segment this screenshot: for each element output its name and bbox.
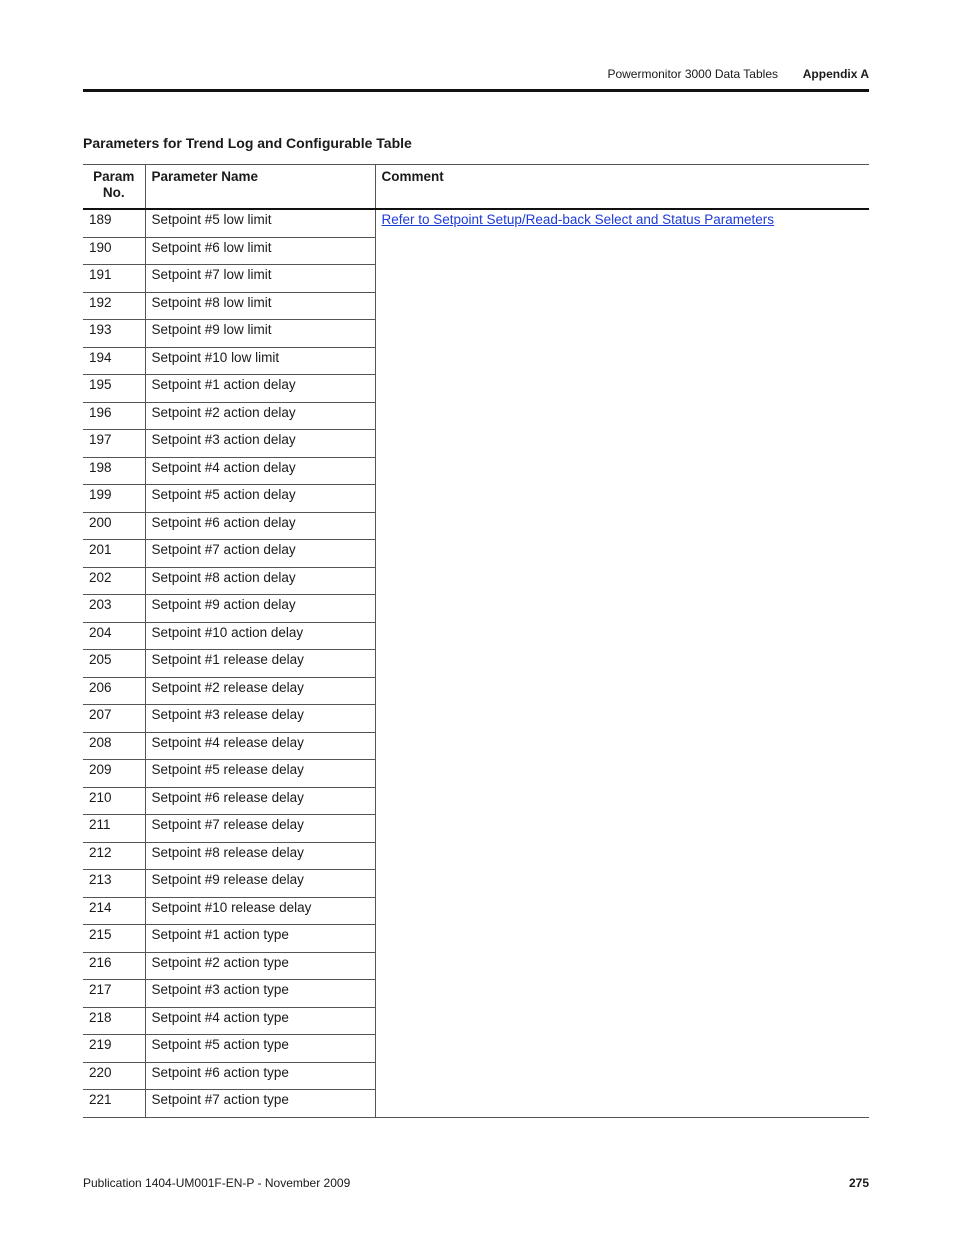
param-number-cell: 200 xyxy=(83,512,145,540)
param-name-cell: Setpoint #5 release delay xyxy=(145,760,375,788)
param-number-cell: 215 xyxy=(83,925,145,953)
param-name-cell: Setpoint #9 release delay xyxy=(145,870,375,898)
param-number-cell: 219 xyxy=(83,1035,145,1063)
param-number-cell: 207 xyxy=(83,705,145,733)
header-rule xyxy=(83,89,869,92)
param-number-cell: 190 xyxy=(83,237,145,265)
param-number-cell: 189 xyxy=(83,209,145,237)
param-name-cell: Setpoint #2 action delay xyxy=(145,402,375,430)
param-number-cell: 217 xyxy=(83,980,145,1008)
param-number-cell: 211 xyxy=(83,815,145,843)
param-name-cell: Setpoint #8 low limit xyxy=(145,292,375,320)
param-number-cell: 206 xyxy=(83,677,145,705)
param-number-cell: 216 xyxy=(83,952,145,980)
param-number-cell: 195 xyxy=(83,375,145,403)
param-name-cell: Setpoint #7 action type xyxy=(145,1090,375,1118)
param-number-cell: 204 xyxy=(83,622,145,650)
param-name-cell: Setpoint #2 release delay xyxy=(145,677,375,705)
param-number-cell: 197 xyxy=(83,430,145,458)
param-name-cell: Setpoint #7 low limit xyxy=(145,265,375,293)
param-name-cell: Setpoint #10 action delay xyxy=(145,622,375,650)
param-number-cell: 203 xyxy=(83,595,145,623)
table-title: Parameters for Trend Log and Configurable Table xyxy=(83,135,412,151)
param-name-cell: Setpoint #4 action delay xyxy=(145,457,375,485)
param-number-cell: 210 xyxy=(83,787,145,815)
param-name-cell: Setpoint #3 action type xyxy=(145,980,375,1008)
param-number-cell: 218 xyxy=(83,1007,145,1035)
page-number: 275 xyxy=(848,1176,869,1190)
param-number-cell: 201 xyxy=(83,540,145,568)
param-name-cell: Setpoint #5 action type xyxy=(145,1035,375,1063)
param-name-cell: Setpoint #6 release delay xyxy=(145,787,375,815)
appendix-label: Appendix A xyxy=(802,67,869,81)
param-name-cell: Setpoint #5 low limit xyxy=(145,209,375,237)
param-number-cell: 221 xyxy=(83,1090,145,1118)
page-header xyxy=(83,60,869,88)
param-name-cell: Setpoint #1 release delay xyxy=(145,650,375,678)
param-number-cell: 205 xyxy=(83,650,145,678)
param-number-cell: 208 xyxy=(83,732,145,760)
param-name-cell: Setpoint #6 low limit xyxy=(145,237,375,265)
param-name-cell: Setpoint #6 action delay xyxy=(145,512,375,540)
column-header-param-no: Param No. xyxy=(83,165,145,210)
param-number-cell: 198 xyxy=(83,457,145,485)
param-name-cell: Setpoint #8 action delay xyxy=(145,567,375,595)
param-number-cell: 213 xyxy=(83,870,145,898)
param-name-cell: Setpoint #9 action delay xyxy=(145,595,375,623)
param-name-cell: Setpoint #9 low limit xyxy=(145,320,375,348)
param-number-cell: 212 xyxy=(83,842,145,870)
param-name-cell: Setpoint #10 release delay xyxy=(145,897,375,925)
param-name-cell: Setpoint #6 action type xyxy=(145,1062,375,1090)
table-row xyxy=(83,209,869,237)
setpoint-parameters-link[interactable]: Refer to Setpoint Setup/Read-back Select and Status Parameters xyxy=(381,212,774,227)
table-header-row xyxy=(83,165,869,210)
parameters-table xyxy=(83,164,869,1118)
param-name-cell: Setpoint #7 action delay xyxy=(145,540,375,568)
column-header-comment: Comment xyxy=(375,165,869,210)
param-number-cell: 199 xyxy=(83,485,145,513)
param-name-cell: Setpoint #1 action delay xyxy=(145,375,375,403)
publication-id: Publication 1404-UM001F-EN-P - November 2009 xyxy=(83,1176,351,1190)
param-name-cell: Setpoint #2 action type xyxy=(145,952,375,980)
param-number-cell: 214 xyxy=(83,897,145,925)
param-name-cell: Setpoint #3 action delay xyxy=(145,430,375,458)
param-name-cell: Setpoint #10 low limit xyxy=(145,347,375,375)
table-body xyxy=(83,209,869,1117)
param-number-cell: 220 xyxy=(83,1062,145,1090)
param-number-cell: 193 xyxy=(83,320,145,348)
param-number-cell: 202 xyxy=(83,567,145,595)
param-name-cell: Setpoint #8 release delay xyxy=(145,842,375,870)
param-name-cell: Setpoint #5 action delay xyxy=(145,485,375,513)
param-name-cell: Setpoint #7 release delay xyxy=(145,815,375,843)
column-header-param-name: Parameter Name xyxy=(145,165,375,210)
param-name-cell: Setpoint #3 release delay xyxy=(145,705,375,733)
param-name-cell: Setpoint #4 release delay xyxy=(145,732,375,760)
param-number-cell: 192 xyxy=(83,292,145,320)
section-title: Powermonitor 3000 Data Tables xyxy=(607,67,778,81)
comment-cell xyxy=(375,209,869,1117)
param-number-cell: 194 xyxy=(83,347,145,375)
param-name-cell: Setpoint #4 action type xyxy=(145,1007,375,1035)
param-name-cell: Setpoint #1 action type xyxy=(145,925,375,953)
param-number-cell: 191 xyxy=(83,265,145,293)
param-number-cell: 209 xyxy=(83,760,145,788)
param-number-cell: 196 xyxy=(83,402,145,430)
